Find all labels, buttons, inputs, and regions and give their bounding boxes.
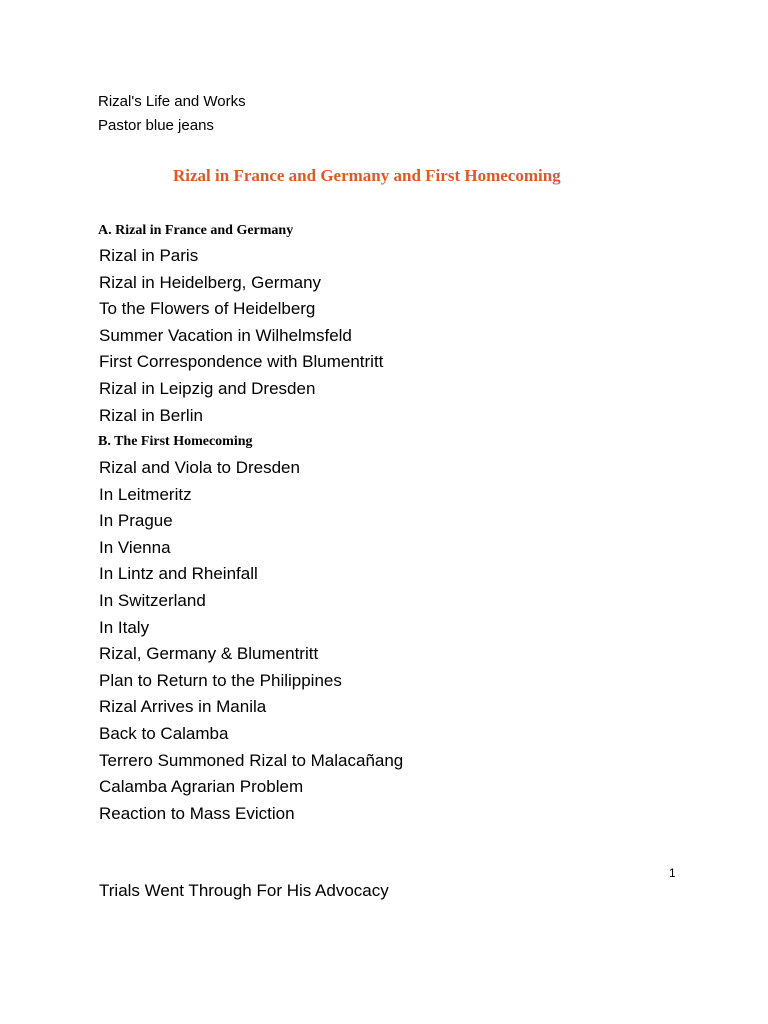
list-item: In Prague bbox=[99, 511, 173, 531]
list-item: Rizal in Heidelberg, Germany bbox=[99, 272, 322, 292]
list-item: Plan to Return to the Philippines bbox=[99, 670, 342, 690]
list-item: Rizal in Leipzig and Dresden bbox=[99, 378, 316, 398]
list-item: In Switzerland bbox=[99, 590, 206, 610]
list-item: Rizal in Berlin bbox=[99, 405, 203, 425]
list-item: Terrero Summoned Rizal to Malacañang bbox=[99, 750, 404, 770]
list-item: Rizal Arrives in Manila bbox=[99, 697, 267, 717]
author-name: Pastor blue jeans bbox=[98, 117, 214, 134]
list-item: Rizal, Germany & Blumentritt bbox=[99, 644, 319, 664]
list-item: Reaction to Mass Eviction bbox=[99, 803, 295, 823]
section-a-heading: A. Rizal in France and Germany bbox=[98, 223, 294, 238]
section-b-heading: B. The First Homecoming bbox=[98, 434, 253, 449]
page-number: 1 bbox=[669, 866, 676, 880]
list-item: In Leitmeritz bbox=[99, 484, 192, 504]
section-b-list bbox=[99, 455, 403, 827]
next-section-heading: Trials Went Through For His Advocacy bbox=[99, 881, 389, 900]
list-item: In Vienna bbox=[99, 537, 171, 557]
list-item: First Correspondence with Blumentritt bbox=[99, 352, 384, 372]
list-item: Back to Calamba bbox=[99, 723, 229, 743]
list-item: In Lintz and Rheinfall bbox=[99, 564, 258, 584]
course-name: Rizal's Life and Works bbox=[98, 93, 246, 110]
list-item: In Italy bbox=[99, 617, 150, 637]
list-item: Rizal and Viola to Dresden bbox=[99, 458, 300, 477]
list-item: Calamba Agrarian Problem bbox=[99, 777, 304, 797]
document-title: Rizal in France and Germany and First Homecoming bbox=[173, 166, 561, 185]
section-a-list bbox=[99, 243, 383, 429]
list-item: To the Flowers of Heidelberg bbox=[99, 299, 316, 319]
list-item: Rizal in Paris bbox=[99, 246, 199, 265]
list-item: Summer Vacation in Wilhelmsfeld bbox=[99, 325, 352, 345]
